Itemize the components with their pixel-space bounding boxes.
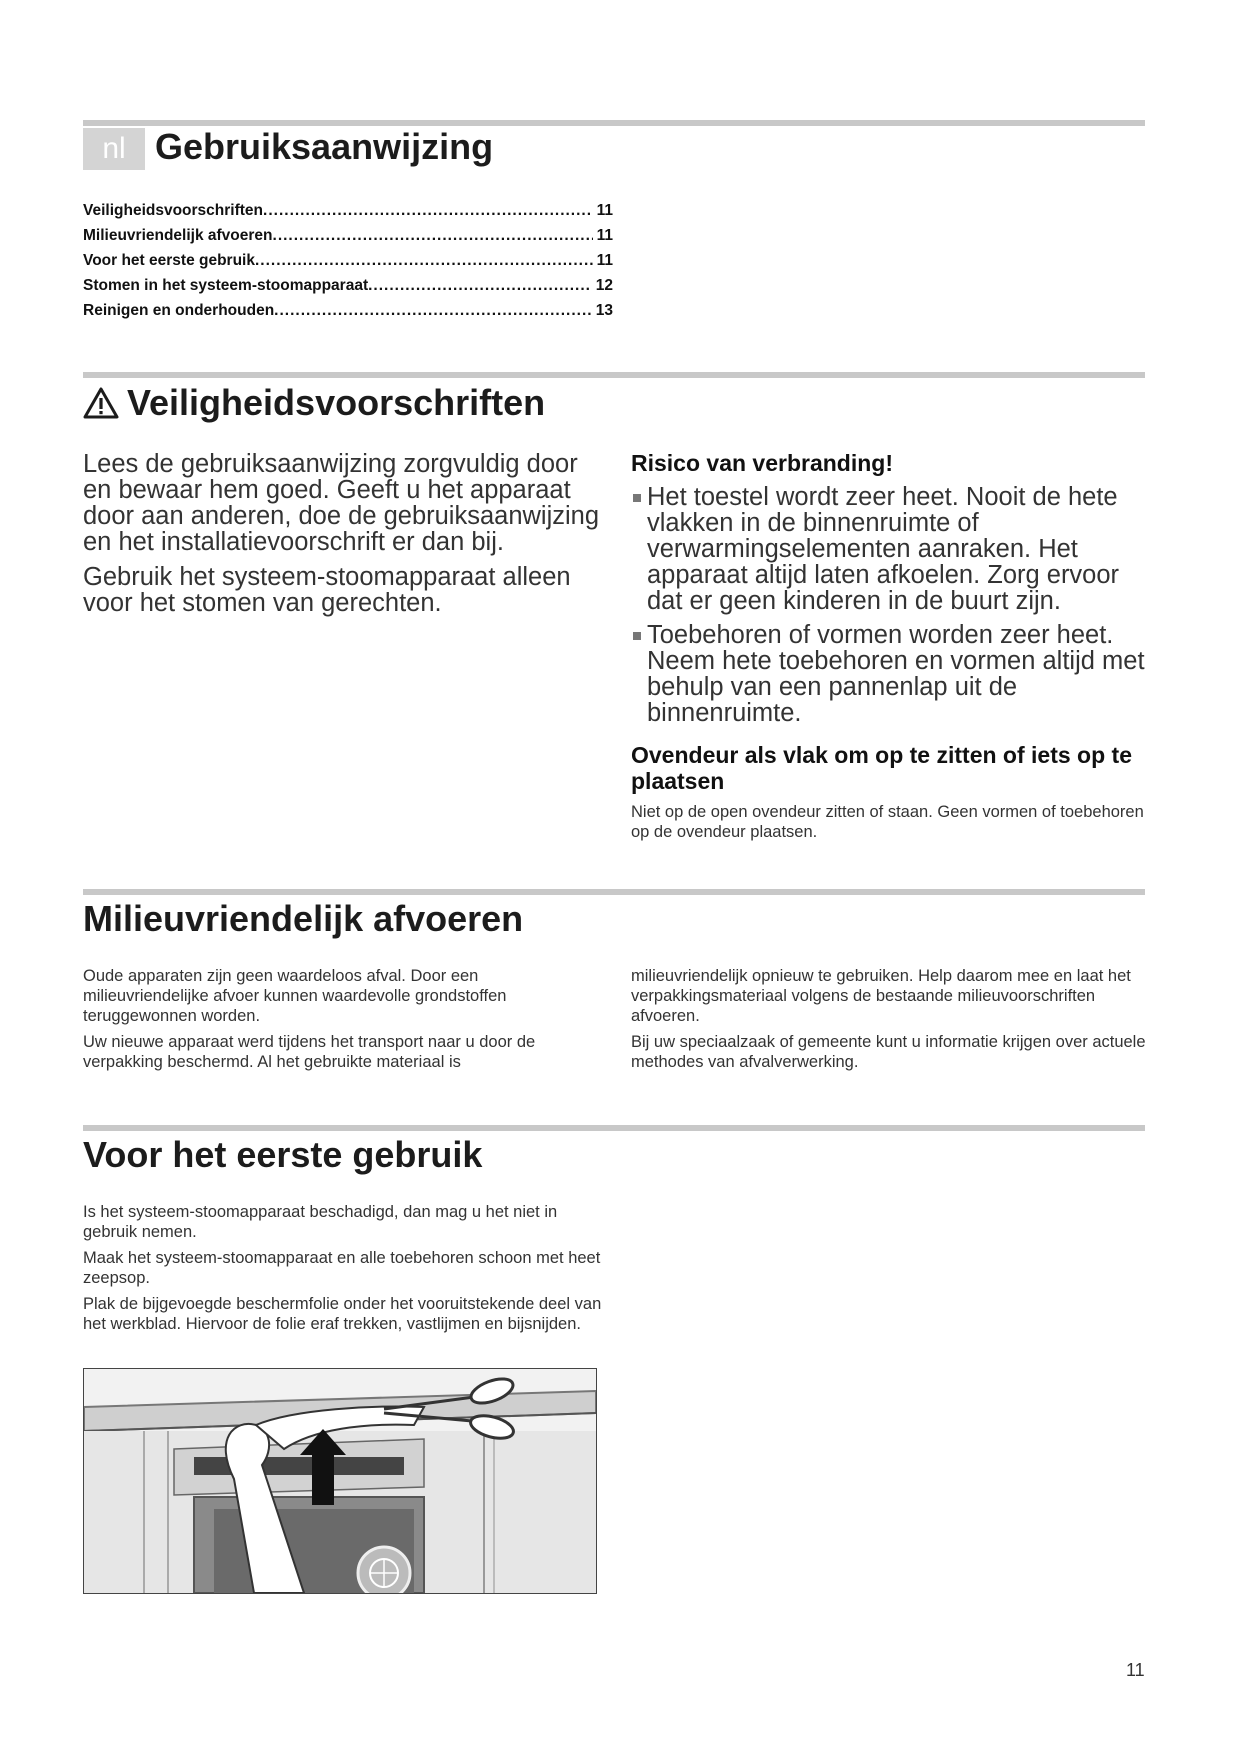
toc-item-page: 12 xyxy=(595,277,613,294)
first-use-column xyxy=(83,1202,603,1340)
safety-left-column xyxy=(83,451,613,625)
toc-item[interactable] xyxy=(83,273,613,298)
toc-leader xyxy=(368,273,592,298)
toc-leader xyxy=(273,223,593,248)
list-item xyxy=(631,484,1151,614)
toc-item-label: Milieuvriendelijk afvoeren xyxy=(83,227,273,244)
page-number: 11 xyxy=(1126,1660,1145,1680)
paragraph: Plak de bijgevoegde beschermfolie onder het vooruitstekende deel van het werkblad. Hiervoor de folie eraf trekken, vastlijmen en bijsnijden. xyxy=(83,1295,602,1333)
paragraph: Gebruik het systeem-stoomapparaat alleen voor het stomen van gerechten. xyxy=(83,563,571,617)
page-title: Gebruiksaanwijzing xyxy=(155,126,494,167)
paragraph: Maak het systeem-stoomapparaat en alle toebehoren schoon met heet zeepsop. xyxy=(83,1249,601,1287)
safety-heading xyxy=(83,382,545,424)
burn-risk-list xyxy=(631,484,1151,726)
toc-item-page: 11 xyxy=(596,202,613,219)
toc-item[interactable] xyxy=(83,298,613,323)
toc-leader xyxy=(263,198,593,223)
disposal-left-column xyxy=(83,966,603,1078)
toc-item-label: Reinigen en onderhouden xyxy=(83,302,275,319)
toc-item-page: 11 xyxy=(596,252,613,269)
safety-title: Veiligheidsvoorschriften xyxy=(127,382,546,423)
toc-leader xyxy=(274,298,592,323)
toc-leader xyxy=(255,248,593,273)
burn-risk-heading: Risico van verbranding! xyxy=(631,450,894,476)
warning-triangle-icon xyxy=(83,386,119,420)
bullet-icon xyxy=(633,494,641,502)
toc-item-label: Voor het eerste gebruik xyxy=(83,252,255,269)
paragraph: Oude apparaten zijn geen waardeloos afval. Door een milieuvriendelijke afvoer kunnen waardevolle grondstoffen teruggewonnen worden. xyxy=(83,967,507,1025)
toc-item[interactable] xyxy=(83,248,613,273)
toc-item[interactable] xyxy=(83,223,613,248)
toc-item-label: Veiligheidsvoorschriften xyxy=(83,202,264,219)
protective-foil-illustration xyxy=(83,1368,597,1594)
oven-door-heading: Ovendeur als vlak om op te zitten of iets op te plaatsen xyxy=(631,742,1132,794)
paragraph: Lees de gebruiksaanwijzing zorgvuldig door en bewaar hem goed. Geeft u het apparaat door aan anderen, doe de gebruiksaanwijzing en het installatievoorschrift er dan bij. xyxy=(83,450,600,556)
toc-item-page: 11 xyxy=(596,227,613,244)
language-badge: nl xyxy=(83,128,145,170)
list-item xyxy=(631,622,1151,726)
safety-right-column xyxy=(631,450,1151,842)
table-of-contents xyxy=(83,198,613,323)
toc-item-label: Stomen in het systeem-stoomapparaat xyxy=(83,277,369,294)
section-rule xyxy=(83,1125,1145,1131)
toc-item-page: 13 xyxy=(595,302,613,319)
disposal-right-column xyxy=(631,966,1146,1078)
toc-item[interactable] xyxy=(83,198,613,223)
paragraph: Is het systeem-stoomapparaat beschadigd, dan mag u het niet in gebruik nemen. xyxy=(83,1203,558,1241)
list-item-text: Toebehoren of vormen worden zeer heet. Neem hete toebehoren en vormen altijd met behulp van een pannenlap uit de binnenruimte. xyxy=(647,621,1145,727)
bullet-icon xyxy=(633,632,641,640)
section-rule xyxy=(83,889,1145,895)
foil-diagram xyxy=(84,1369,596,1593)
section-rule xyxy=(83,372,1145,378)
disposal-heading: Milieuvriendelijk afvoeren xyxy=(83,898,524,939)
paragraph: Uw nieuwe apparaat werd tijdens het transport naar u door de verpakking beschermd. Al het gebruikte materiaal is xyxy=(83,1033,536,1071)
oven-door-text: Niet op de open ovendeur zitten of staan. Geen vormen of toebehoren op de ovendeur plaatsen. xyxy=(631,803,1144,841)
first-use-heading: Voor het eerste gebruik xyxy=(83,1134,483,1175)
paragraph: Bij uw speciaalzaak of gemeente kunt u informatie krijgen over actuele methodes van afvalverwerking. xyxy=(631,1033,1146,1071)
paragraph: milieuvriendelijk opnieuw te gebruiken. Help daarom mee en laat het verpakkingsmateriaal volgens de bestaande milieuvoorschriften afvoeren. xyxy=(631,967,1131,1025)
list-item-text: Het toestel wordt zeer heet. Nooit de hete vlakken in de binnenruimte of verwarmingselementen aanraken. Het apparaat altijd laten afkoelen. Zorg ervoor dat er geen kinderen in de buurt zijn. xyxy=(647,483,1120,615)
